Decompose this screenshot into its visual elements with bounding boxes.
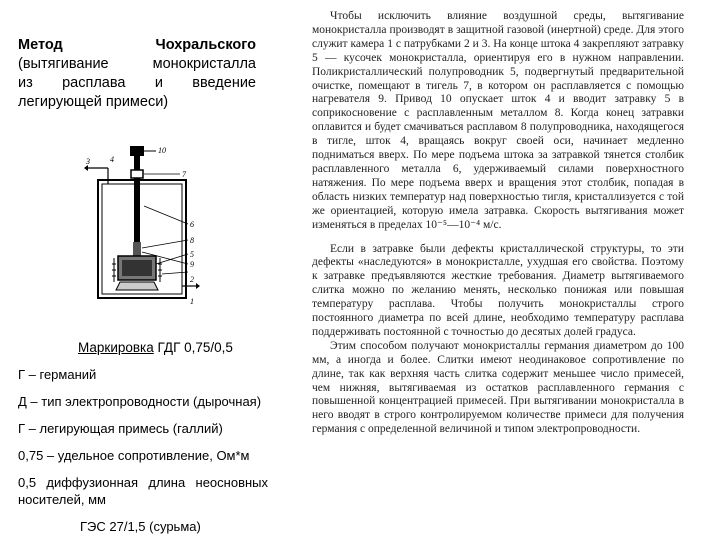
label-8: 8 xyxy=(190,236,194,245)
legend-item: 0,75 – удельное сопротивление, Ом*м xyxy=(18,448,250,463)
legend-item: Г – германий xyxy=(18,367,97,382)
drive-unit xyxy=(130,146,144,156)
legend-item: 0,5 диффузионная длина неосновных носителей, мм xyxy=(18,475,268,507)
scanned-text-column xyxy=(312,10,684,437)
pedestal xyxy=(116,282,158,290)
label-6: 6 xyxy=(190,220,194,229)
paragraph-3: Этим способом получают монокристаллы германия диаметром до 100 мм, а иногда и более. Слитки имеют неодинаковое сопротивление по длине, так как верхняя часть слитка содержит меньшее число примесей, чем нижняя, вытягиваемая из остатков расплавленного германия с повышенной концентрацией примесей. При вытягивании монокристалла в него вводят в строго контролируемом количестве примеси для получения германия с определенной величиной и типом электропроводности. xyxy=(312,339,684,436)
slide-title xyxy=(18,36,256,112)
melt xyxy=(122,260,152,276)
czochralski-apparatus-diagram xyxy=(84,140,204,312)
legend-item: Д – тип электропроводности (дырочная) xyxy=(18,394,262,409)
outlet-arrow xyxy=(196,283,200,289)
rod-seal xyxy=(131,170,143,178)
label-1: 1 xyxy=(190,297,194,306)
title-bold-line: Метод Чохральского xyxy=(18,37,256,53)
legend-item: ГЭС 27/1,5 (сурьма) xyxy=(80,519,201,534)
label-9: 9 xyxy=(190,260,194,269)
legend-item: Г – легирующая примесь (галлий) xyxy=(18,421,223,436)
title-line-3: легирующей примеси) xyxy=(18,94,169,110)
label-2: 2 xyxy=(190,275,194,284)
title-line-2: из расплава и введение xyxy=(18,75,256,91)
marking-heading xyxy=(78,340,233,355)
marking-legend xyxy=(18,366,288,545)
label-7: 7 xyxy=(182,170,186,179)
rod xyxy=(134,156,140,242)
label-5: 5 xyxy=(190,250,194,259)
paragraph-2: Если в затравке были дефекты кристаллической структуры, то эти дефекты «наследуются» в монокристалле, ухудшая его свойства. Поэтому к затравке предъявляются жесткие требования. Диаметр вытягиваемого слитка можно по желанию менять, несколько понижая или повышая температуру расплава. Чтобы получить монокристаллы строго постоянного диаметра по всей длине, необходимо температуру расплава поддерживать постоянной с точностью до десятых долей градуса. xyxy=(312,242,684,338)
marking-code: ГДГ 0,75/0,5 xyxy=(153,340,233,355)
label-4: 4 xyxy=(110,155,114,164)
crystal-column xyxy=(133,242,141,256)
marking-label: Маркировка xyxy=(78,340,154,355)
paragraph-1: Чтобы исключить влияние воздушной среды, вытягивание монокристалла производят в защитной газовой (инертной) среде. Для этого служит камера 1 с патрубками 2 и 3. На конце штока 4 закрепляют затравку 5 — кусочек монокристалла, ориентируя его в нужном направлении. Поликристаллический полупроводник 5, подвергнутый предварительной очистке, помещают в тигель 7, в котором он расплавляется с помощью нагревателя 9. Привод 10 опускает шток 4 и вводит затравку 5 в соприкосновение с расплавленным металлом 8. Когда конец затравки оплавится и будет смачиваться расплавом 8 полупроводника, находящегося в тигле, шток 4, вращаясь вокруг своей оси, начинает медленно подниматься вверх. По мере подъема штока за затравкой тянется столбик расплавленного металла 6, удерживаемый силами поверхностного натяжения. По мере подъема вверх и вращения этот столбик, попадая в область низких температур над поверхностью тигля, кристаллизуется с той же ориентацией, которую имела затравка. Скорость вытягивания может изменяться в пределах 10⁻⁵—10⁻⁴ м/с. xyxy=(312,10,684,231)
label-10: 10 xyxy=(158,146,166,155)
label-3: 3 xyxy=(86,157,90,166)
title-line-1: (вытягивание монокристалла xyxy=(18,56,256,72)
left-column xyxy=(18,36,256,112)
